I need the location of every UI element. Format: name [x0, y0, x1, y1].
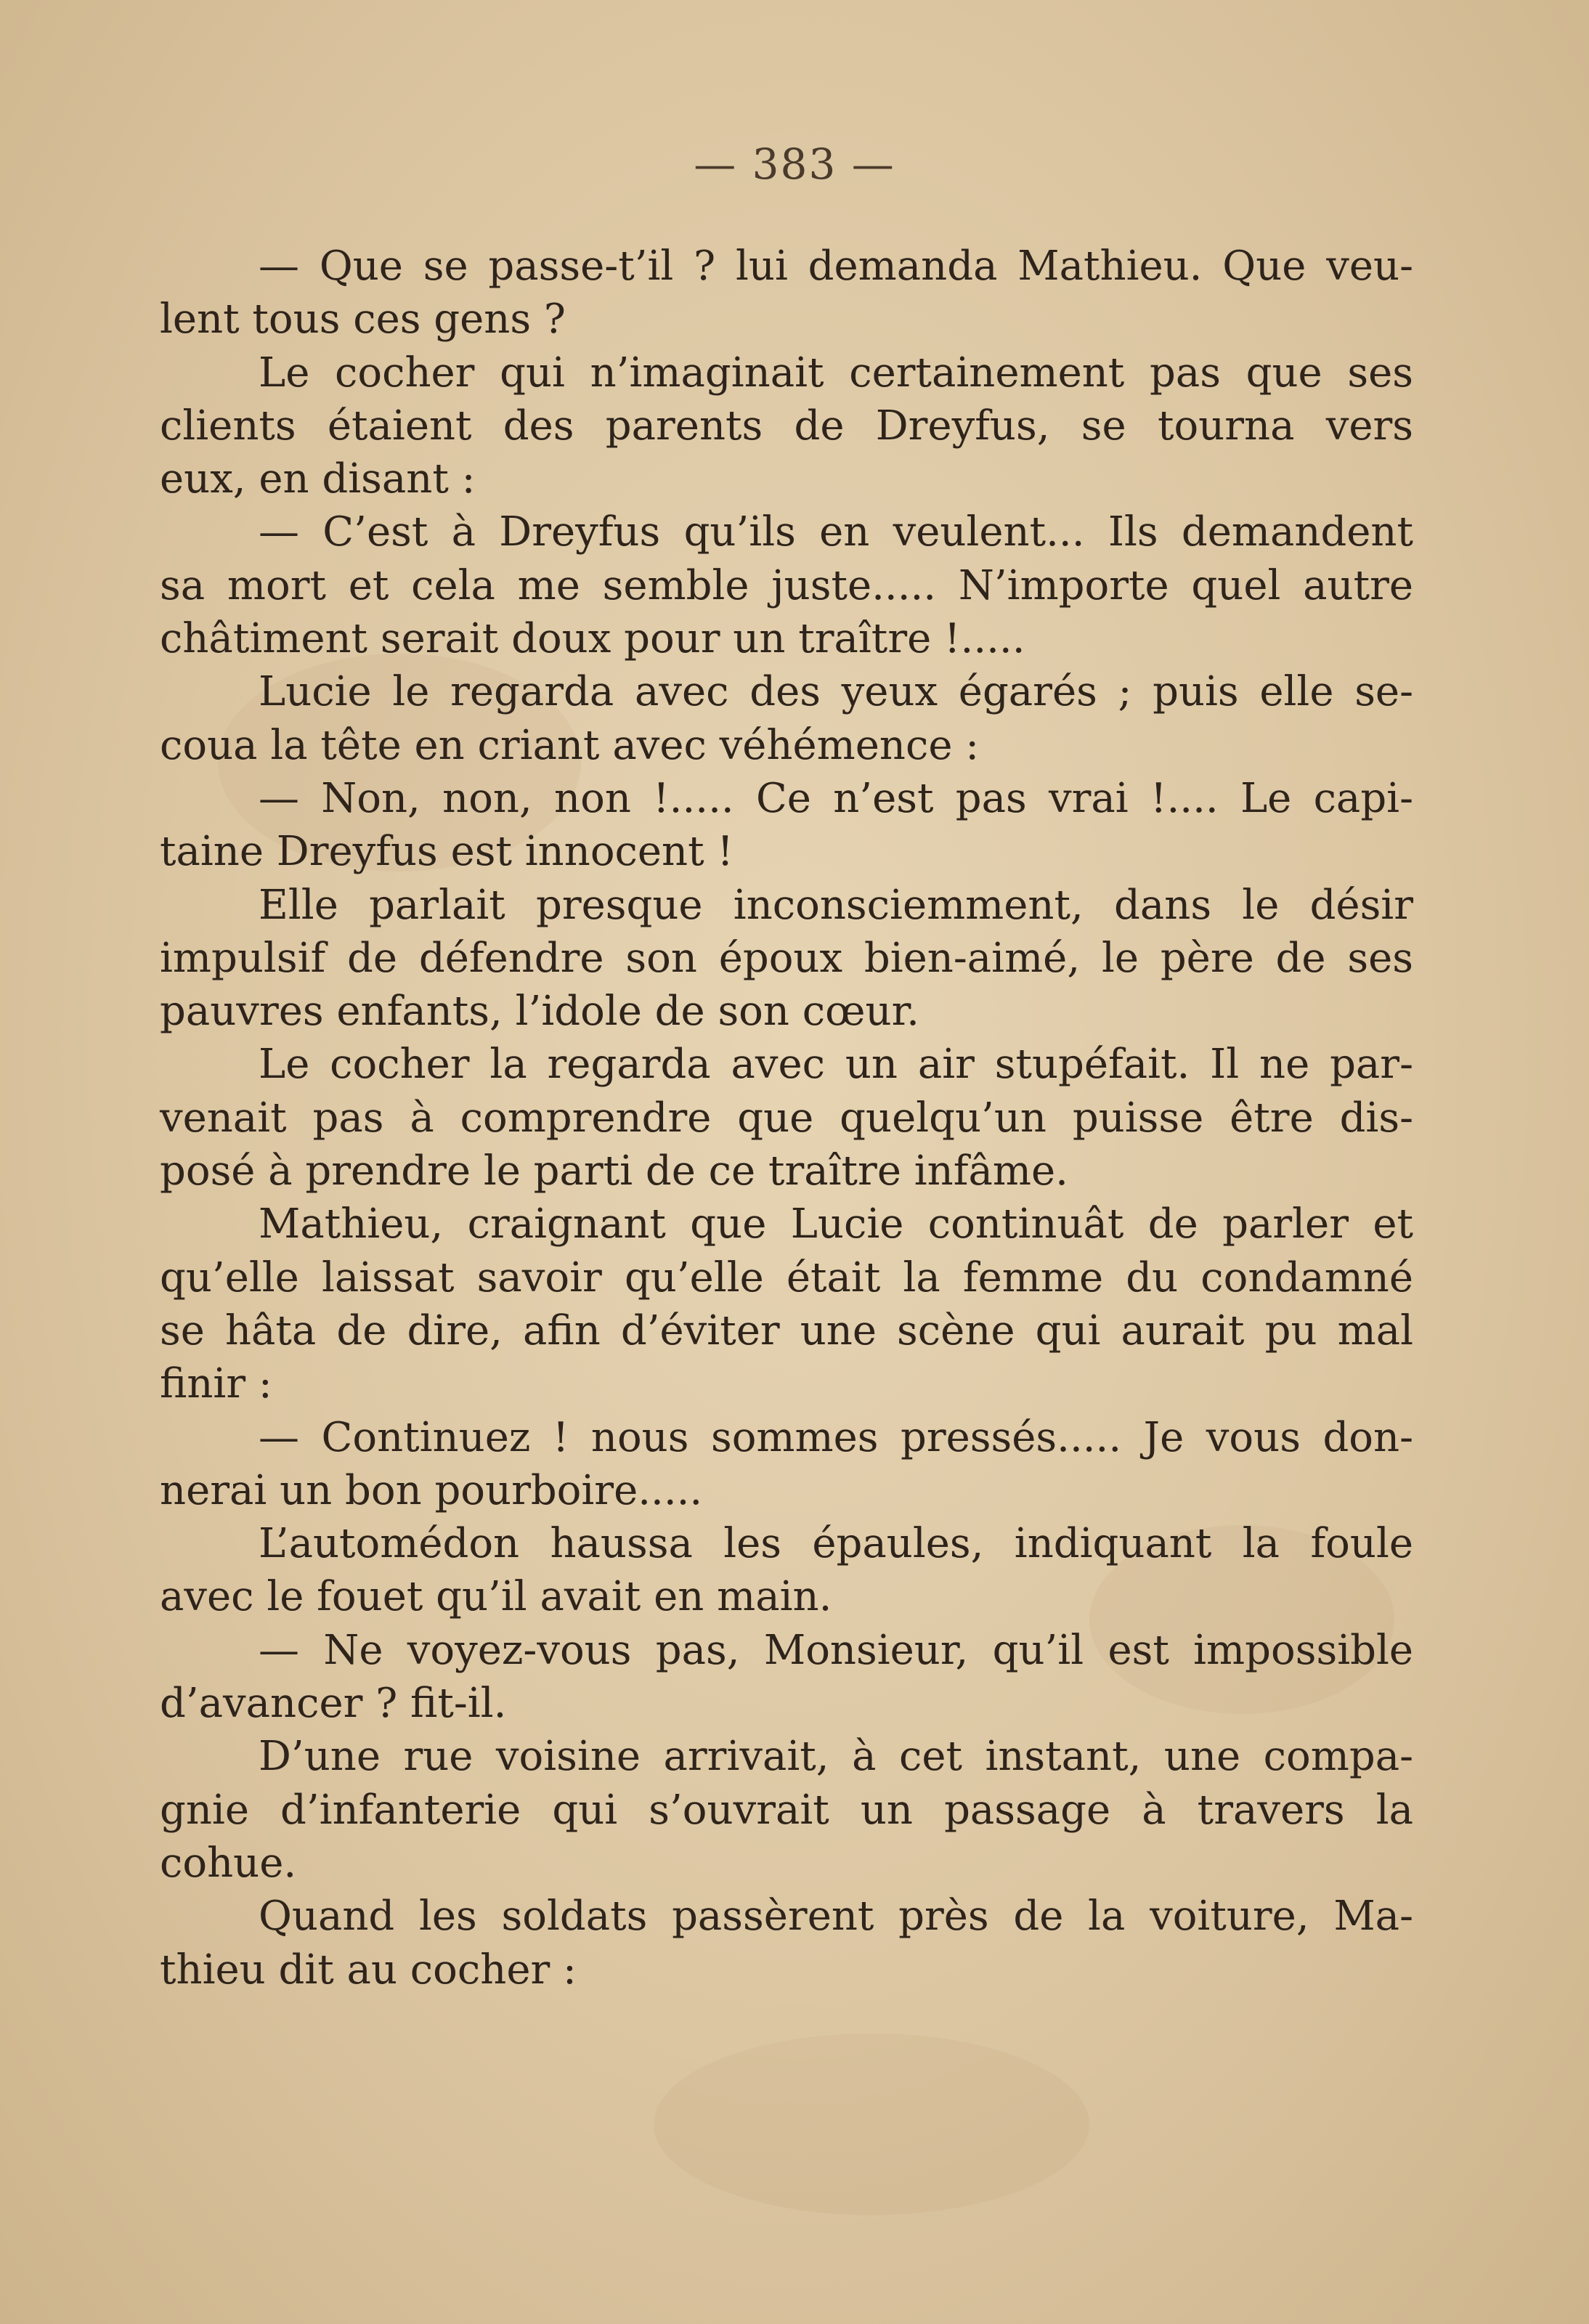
- text-line: Lucie le regarda avec des yeux égarés ; puis elle se-: [259, 668, 1413, 716]
- paragraph: [160, 505, 1413, 665]
- text-line: châtiment serait doux pour un traître !.....: [160, 615, 1025, 663]
- text-line: posé à prendre le parti de ce traître infâme.: [160, 1147, 1068, 1195]
- text-line: Le cocher la regarda avec un air stupéfait. Il ne par-: [259, 1041, 1413, 1089]
- text-line: — Continuez ! nous sommes pressés..... Je vous don-: [259, 1413, 1413, 1461]
- text-line: Quand les soldats passèrent près de la voiture, Ma-: [259, 1893, 1413, 1941]
- text-line: Le cocher qui n’imaginait certainement pas que ses: [259, 349, 1413, 397]
- text-line: se hâta de dire, afin d’éviter une scène qui aurait pu mal: [160, 1307, 1413, 1354]
- text-line: coua la tête en criant avec véhémence :: [160, 721, 980, 769]
- paragraph: [160, 346, 1413, 506]
- text-line: impulsif de défendre son époux bien-aimé, le père de ses: [160, 934, 1413, 982]
- text-line: venait pas à comprendre que quelqu’un puisse être dis-: [160, 1094, 1413, 1142]
- paragraph: [160, 1411, 1413, 1518]
- text-line: — Non, non, non !..... Ce n’est pas vrai !.... Le capi-: [259, 774, 1413, 822]
- text-line: nerai un bon pourboire.....: [160, 1466, 703, 1514]
- paragraph: [160, 1198, 1413, 1410]
- text-line: pauvres enfants, l’idole de son cœur.: [160, 988, 919, 1036]
- paragraph: [160, 1890, 1413, 1996]
- text-line: gnie d’infanterie qui s’ouvrait un passage à travers la: [160, 1786, 1413, 1834]
- paragraph: [160, 1624, 1413, 1731]
- text-line: finir :: [160, 1360, 272, 1408]
- paragraph: [160, 1517, 1413, 1624]
- text-line: lent tous ces gens ?: [160, 296, 566, 344]
- text-line: — Ne voyez-vous pas, Monsieur, qu’il est impossible: [259, 1626, 1413, 1674]
- body-text: [160, 240, 1413, 1996]
- text-line: avec le fouet qu’il avait en main.: [160, 1573, 832, 1621]
- text-line: d’avancer ? fit-il.: [160, 1680, 507, 1728]
- paragraph: [160, 772, 1413, 879]
- text-line: — Que se passe-t’il ? lui demanda Mathieu. Que veu-: [259, 243, 1413, 290]
- text-line: thieu dit au cocher :: [160, 1946, 577, 1994]
- text-line: cohue.: [160, 1839, 297, 1887]
- paragraph: [160, 1730, 1413, 1890]
- text-line: — C’est à Dreyfus qu’ils en veulent... Ils demandent: [259, 508, 1413, 556]
- text-line: taine Dreyfus est innocent !: [160, 828, 733, 876]
- paper-stain: [654, 2033, 1089, 2215]
- paragraph: [160, 1038, 1413, 1198]
- text-line: sa mort et cela me semble juste..... N’importe quel autre: [160, 561, 1413, 609]
- text-line: L’automédon haussa les épaules, indiquant la foule: [259, 1520, 1413, 1568]
- text-line: Elle parlait presque inconsciemment, dans le désir: [259, 881, 1413, 929]
- paragraph: [160, 665, 1413, 772]
- text-line: clients étaient des parents de Dreyfus, se tourna vers: [160, 402, 1413, 450]
- text-line: Mathieu, craignant que Lucie continuât de parler et: [259, 1200, 1413, 1248]
- text-line: qu’elle laissat savoir qu’elle était la femme du condamné: [160, 1254, 1413, 1301]
- paragraph: [160, 879, 1413, 1039]
- text-line: eux, en disant :: [160, 455, 476, 503]
- text-line: D’une rue voisine arrivait, à cet instant, une compa-: [259, 1733, 1413, 1781]
- paragraph: [160, 240, 1413, 346]
- page-number: — 383 —: [694, 139, 895, 189]
